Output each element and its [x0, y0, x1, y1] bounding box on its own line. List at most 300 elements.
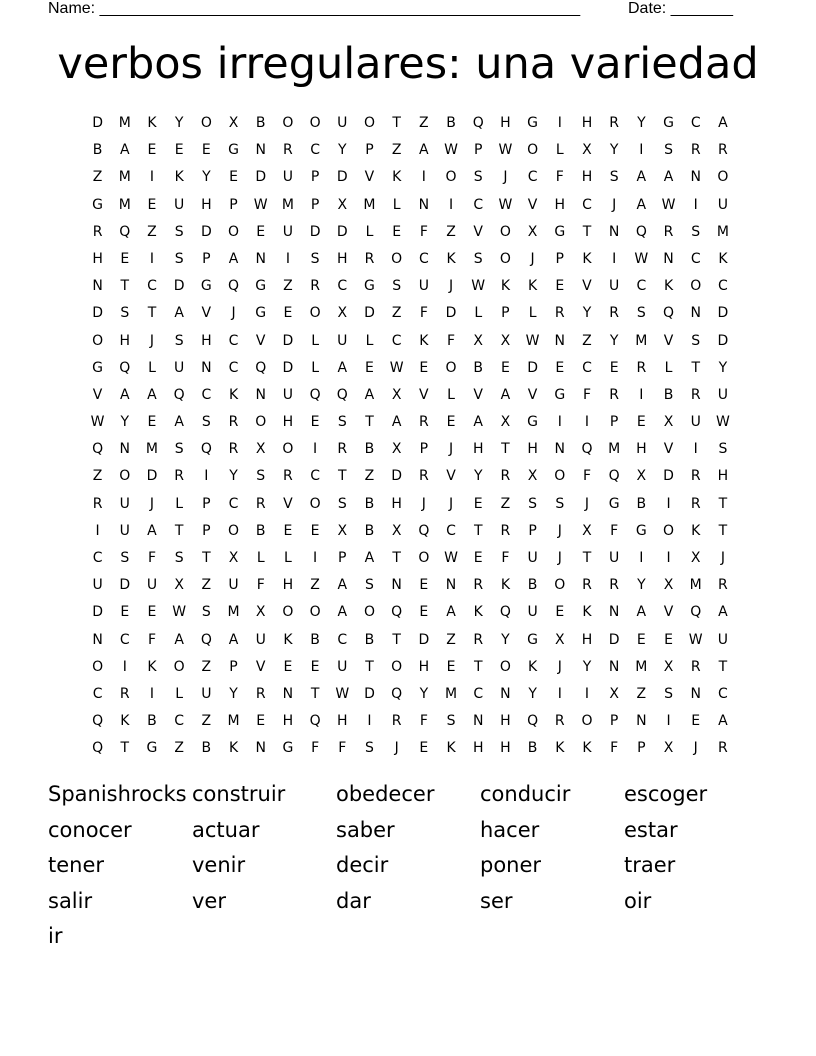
grid-letter: R: [500, 468, 511, 485]
grid-letter: O: [228, 223, 240, 240]
grid-letter: J: [421, 495, 426, 512]
word-list-item: Spanishrocks: [48, 782, 187, 806]
grid-letter: Z: [446, 631, 456, 648]
grid-letter: C: [92, 685, 103, 702]
grid-letter: D: [391, 468, 403, 485]
grid-letter: R: [582, 577, 592, 594]
grid-letter: P: [609, 414, 619, 431]
grid-letter: T: [392, 550, 401, 566]
grid-letter: L: [365, 223, 374, 240]
grid-letter: L: [311, 332, 319, 349]
grid-letter: D: [445, 305, 457, 322]
grid-letter: W: [389, 359, 404, 376]
grid-letter: P: [501, 305, 510, 322]
grid-letter: R: [690, 658, 701, 675]
grid-letter: F: [419, 713, 428, 730]
grid-letter: C: [337, 631, 348, 648]
grid-letter: U: [282, 386, 294, 403]
grid-letter: G: [255, 305, 267, 322]
grid-letter: X: [663, 740, 674, 757]
grid-letter: M: [689, 577, 702, 594]
grid-letter: O: [499, 223, 511, 240]
grid-letter: G: [146, 740, 158, 757]
grid-letter: Q: [663, 305, 675, 322]
grid-letter: P: [310, 169, 320, 186]
word-list-item: saber: [336, 817, 395, 842]
grid-letter: D: [309, 223, 321, 240]
grid-letter: E: [120, 604, 130, 621]
grid-letter: H: [418, 658, 430, 675]
grid-letter: R: [718, 740, 728, 757]
grid-letter: D: [92, 115, 103, 131]
grid-letter: S: [174, 223, 184, 240]
grid-letter: M: [145, 441, 159, 458]
grid-letter: A: [337, 577, 348, 594]
grid-letter: A: [473, 414, 483, 431]
grid-letter: P: [473, 142, 483, 159]
grid-row: [84, 110, 737, 137]
grid-letter: T: [202, 550, 211, 566]
grid-letter: V: [255, 658, 266, 675]
grid-letter: Q: [635, 223, 647, 240]
grid-letter: U: [609, 278, 620, 295]
grid-letter: L: [365, 332, 374, 349]
grid-letter: I: [693, 441, 698, 458]
grid-letter: Q: [472, 115, 484, 131]
grid-letter: U: [201, 685, 212, 702]
grid-letter: A: [174, 305, 184, 322]
grid-letter: N: [690, 305, 701, 322]
grid-letter: X: [690, 550, 701, 566]
grid-letter: B: [636, 495, 647, 512]
grid-letter: I: [639, 386, 644, 403]
grid-letter: R: [418, 468, 429, 485]
grid-letter: R: [391, 713, 402, 730]
grid-letter: J: [149, 495, 155, 512]
grid-letter: V: [419, 386, 429, 403]
grid-letter: I: [557, 115, 562, 131]
grid-letter: E: [691, 713, 701, 730]
word-list-item: venir: [192, 853, 246, 878]
grid-letter: B: [364, 631, 375, 648]
grid-letter: U: [527, 550, 538, 566]
grid-letter: C: [337, 278, 348, 295]
grid-letter: T: [120, 278, 130, 295]
grid-letter: D: [146, 468, 158, 485]
word-list-item: construir: [192, 782, 286, 806]
grid-letter: N: [554, 441, 566, 458]
word-list-item: obedecer: [336, 782, 435, 806]
grid-row: [84, 735, 737, 762]
grid-letter: R: [609, 577, 620, 594]
grid-letter: I: [421, 169, 426, 186]
grid-row: [84, 627, 737, 654]
grid-letter: Z: [92, 468, 103, 485]
grid-letter: T: [392, 631, 401, 648]
grid-letter: O: [554, 577, 566, 594]
grid-letter: Q: [309, 386, 321, 403]
grid-letter: Y: [120, 414, 130, 431]
grid-letter: F: [147, 550, 156, 566]
grid-letter: G: [554, 223, 566, 240]
grid-letter: K: [473, 604, 483, 621]
grid-letter: R: [119, 685, 130, 702]
grid-letter: T: [120, 740, 130, 757]
grid-letter: H: [201, 332, 212, 349]
grid-letter: A: [500, 386, 511, 403]
grid-letter: S: [446, 713, 456, 730]
grid-letter: O: [228, 522, 240, 539]
grid-letter: B: [147, 713, 157, 730]
grid-letter: Y: [609, 332, 619, 349]
grid-letter: T: [501, 441, 510, 458]
grid-letter: D: [717, 305, 729, 322]
grid-letter: P: [202, 522, 211, 539]
word-list-item: traer: [624, 853, 676, 878]
grid-letter: P: [229, 658, 238, 675]
grid-letter: U: [337, 332, 348, 349]
grid-letter: F: [447, 332, 456, 349]
word-list-item: actuar: [192, 817, 260, 842]
grid-letter: A: [636, 169, 647, 186]
grid-letter: U: [282, 223, 294, 240]
grid-letter: V: [473, 223, 483, 240]
grid-letter: N: [391, 577, 402, 594]
grid-letter: E: [256, 223, 266, 240]
grid-letter: D: [608, 631, 620, 648]
grid-letter: V: [283, 495, 293, 512]
grid-letter: R: [228, 441, 239, 458]
grid-row: [84, 273, 737, 300]
word-list-item: ir: [48, 924, 63, 949]
grid-letter: M: [281, 196, 294, 213]
grid-letter: D: [527, 359, 538, 376]
grid-letter: X: [663, 577, 674, 594]
grid-letter: S: [174, 332, 184, 349]
grid-letter: Z: [174, 740, 184, 757]
grid-letter: A: [337, 604, 348, 621]
grid-letter: R: [690, 386, 701, 403]
grid-letter: A: [419, 142, 429, 159]
grid-letter: X: [582, 142, 592, 159]
grid-letter: E: [419, 577, 429, 594]
grid-letter: N: [255, 386, 266, 403]
grid-letter: W: [498, 142, 513, 159]
grid-letter: W: [444, 550, 458, 566]
grid-letter: E: [446, 414, 456, 431]
grid-letter: J: [557, 550, 562, 566]
grid-letter: I: [149, 250, 155, 267]
grid-letter: A: [228, 631, 239, 648]
grid-letter: Z: [92, 169, 103, 186]
grid-letter: Q: [608, 468, 620, 485]
grid-letter: U: [119, 495, 130, 512]
grid-letter: G: [200, 278, 212, 295]
grid-letter: K: [582, 250, 592, 267]
grid-letter: A: [174, 414, 184, 431]
grid-letter: G: [92, 359, 104, 376]
grid-letter: I: [149, 169, 155, 186]
grid-letter: B: [364, 441, 375, 458]
grid-letter: V: [446, 468, 456, 485]
grid-row: [84, 300, 737, 327]
grid-letter: Q: [92, 713, 104, 730]
grid-letter: Y: [229, 468, 238, 485]
grid-letter: V: [527, 386, 538, 403]
grid-letter: T: [338, 468, 347, 485]
grid-letter: S: [337, 414, 347, 431]
grid-letter: Q: [690, 604, 702, 621]
grid-letter: V: [663, 441, 674, 458]
grid-letter: M: [227, 713, 240, 730]
grid-letter: B: [201, 740, 212, 757]
grid-letter: C: [310, 468, 320, 485]
grid-letter: G: [527, 115, 539, 131]
grid-letter: N: [282, 685, 294, 702]
grid-letter: I: [367, 713, 372, 730]
grid-letter: A: [391, 414, 402, 431]
grid-letter: N: [608, 223, 620, 240]
grid-letter: F: [147, 631, 156, 648]
grid-letter: Z: [364, 468, 375, 485]
grid-letter: P: [365, 142, 374, 159]
grid-letter: A: [147, 386, 157, 403]
grid-letter: E: [147, 604, 157, 621]
grid-letter: E: [419, 359, 429, 376]
grid-letter: W: [498, 196, 513, 213]
grid-letter: W: [253, 196, 268, 213]
grid-letter: U: [717, 386, 729, 403]
grid-letter: D: [200, 223, 212, 240]
grid-letter: X: [636, 468, 647, 485]
grid-letter: E: [229, 169, 238, 186]
grid-letter: E: [283, 305, 293, 322]
grid-letter: C: [147, 278, 157, 295]
grid-letter: P: [528, 522, 537, 539]
grid-letter: B: [364, 495, 375, 512]
grid-letter: A: [718, 713, 728, 730]
word-list-item: oir: [624, 888, 652, 913]
grid-letter: R: [364, 250, 375, 267]
grid-letter: X: [554, 631, 565, 648]
grid-letter: R: [663, 223, 674, 240]
grid-letter: K: [392, 169, 402, 186]
grid-letter: Z: [446, 223, 456, 240]
grid-letter: K: [528, 658, 538, 675]
grid-letter: K: [555, 740, 565, 757]
grid-letter: A: [636, 196, 647, 213]
grid-letter: H: [391, 495, 402, 512]
grid-letter: I: [95, 522, 100, 539]
grid-letter: M: [118, 115, 131, 131]
grid-letter: Z: [201, 713, 212, 730]
grid-letter: P: [609, 713, 619, 730]
grid-letter: W: [634, 250, 649, 267]
grid-letter: Q: [499, 604, 511, 621]
grid-letter: R: [609, 386, 620, 403]
grid-letter: A: [147, 522, 157, 539]
grid-letter: L: [528, 305, 537, 322]
grid-letter: O: [527, 142, 539, 159]
grid-letter: N: [119, 441, 131, 458]
grid-letter: R: [310, 278, 320, 295]
grid-letter: E: [174, 142, 184, 159]
grid-letter: V: [663, 604, 674, 621]
grid-letter: R: [690, 468, 701, 485]
grid-letter: I: [666, 550, 671, 566]
grid-letter: Z: [391, 142, 402, 159]
grid-letter: U: [255, 631, 266, 648]
grid-letter: L: [148, 359, 156, 376]
grid-letter: G: [608, 495, 620, 512]
grid-letter: X: [527, 223, 538, 240]
grid-letter: U: [174, 196, 185, 213]
grid-letter: G: [663, 115, 674, 131]
grid-letter: D: [336, 223, 348, 240]
grid-row: [84, 192, 737, 219]
grid-letter: S: [473, 169, 483, 186]
word-list-item: hacer: [480, 817, 540, 842]
grid-letter: Y: [609, 142, 619, 159]
grid-letter: L: [664, 359, 673, 376]
grid-letter: S: [555, 495, 565, 512]
grid-letter: O: [717, 169, 729, 186]
grid-letter: R: [174, 468, 185, 485]
grid-letter: C: [201, 386, 212, 403]
grid-letter: E: [147, 196, 157, 213]
grid-letter: U: [92, 577, 103, 594]
grid-letter: Z: [310, 577, 320, 594]
grid-letter: P: [555, 250, 564, 267]
grid-letter: R: [690, 142, 701, 159]
grid-letter: O: [445, 169, 457, 186]
grid-letter: C: [527, 169, 538, 186]
grid-letter: F: [311, 740, 320, 757]
grid-letter: Q: [228, 278, 240, 295]
grid-letter: C: [582, 196, 592, 213]
grid-letter: A: [364, 550, 375, 566]
grid-letter: U: [609, 550, 620, 566]
grid-letter: R: [283, 468, 293, 485]
grid-letter: D: [717, 332, 729, 349]
grid-letter: N: [92, 631, 103, 648]
grid-letter: S: [174, 550, 184, 566]
grid-letter: O: [282, 115, 294, 131]
grid-letter: Y: [528, 685, 537, 702]
word-list-item: estar: [624, 817, 678, 842]
grid-letter: E: [310, 658, 320, 675]
grid-letter: P: [202, 250, 211, 267]
grid-letter: W: [688, 631, 703, 648]
grid-letter: X: [500, 332, 511, 349]
grid-letter: C: [119, 631, 130, 648]
grid-letter: S: [664, 142, 673, 159]
grid-letter: H: [581, 169, 593, 186]
grid-letter: U: [119, 522, 130, 539]
grid-letter: Z: [147, 223, 157, 240]
grid-letter: O: [581, 713, 593, 730]
grid-letter: C: [446, 522, 456, 539]
grid-letter: Z: [582, 332, 592, 349]
grid-letter: M: [716, 223, 729, 240]
grid-letter: N: [92, 278, 103, 295]
grid-letter: H: [717, 468, 729, 485]
grid-letter: O: [363, 115, 375, 131]
grid-letter: J: [720, 550, 725, 566]
grid-letter: M: [635, 332, 648, 349]
grid-letter: D: [119, 577, 131, 594]
grid-letter: H: [282, 713, 294, 730]
grid-letter: O: [391, 658, 403, 675]
grid-letter: K: [120, 713, 130, 730]
grid-letter: Q: [119, 223, 131, 240]
grid-letter: E: [365, 359, 374, 376]
grid-letter: K: [228, 740, 239, 757]
grid-letter: T: [718, 495, 728, 512]
grid-letter: Y: [582, 305, 592, 322]
grid-letter: G: [635, 522, 647, 539]
grid-letter: P: [419, 441, 429, 458]
grid-letter: I: [612, 250, 617, 267]
grid-letter: P: [338, 550, 347, 566]
grid-row: [84, 382, 737, 409]
grid-letter: S: [310, 250, 320, 267]
grid-row: [84, 463, 737, 490]
grid-letter: J: [530, 250, 535, 267]
grid-letter: I: [285, 250, 290, 267]
grid-letter: F: [501, 550, 510, 566]
grid-letter: H: [282, 414, 294, 431]
grid-letter: X: [663, 658, 674, 675]
grid-letter: H: [282, 577, 294, 594]
grid-letter: H: [201, 196, 212, 213]
grid-letter: I: [584, 685, 590, 702]
name-field-label: Name: ______________________________________________________: [48, 0, 581, 17]
word-list-item: conducir: [480, 782, 571, 806]
grid-letter: D: [282, 359, 294, 376]
grid-letter: E: [120, 250, 130, 267]
grid-row: [84, 355, 737, 382]
grid-letter: T: [473, 658, 483, 675]
grid-letter: Z: [636, 685, 647, 702]
grid-letter: K: [663, 278, 674, 295]
word-list-item: salir: [48, 888, 93, 913]
grid-letter: R: [690, 495, 701, 512]
grid-letter: I: [666, 713, 671, 730]
grid-letter: R: [337, 441, 348, 458]
word-list-item: poner: [480, 853, 542, 878]
grid-letter: Z: [283, 278, 293, 295]
grid-letter: X: [337, 196, 348, 213]
grid-letter: L: [175, 685, 184, 702]
grid-letter: R: [636, 359, 647, 376]
grid-letter: R: [609, 305, 620, 322]
grid-letter: S: [528, 495, 538, 512]
grid-letter: O: [173, 658, 185, 675]
grid-letter: O: [200, 115, 212, 131]
grid-letter: O: [445, 359, 457, 376]
grid-letter: C: [690, 250, 701, 267]
grid-letter: P: [310, 196, 320, 213]
grid-letter: I: [122, 658, 127, 675]
grid-letter: E: [609, 359, 619, 376]
grid-letter: E: [500, 359, 510, 376]
grid-letter: G: [282, 740, 294, 757]
grid-letter: R: [283, 142, 293, 159]
grid-letter: R: [255, 685, 266, 702]
grid-letter: L: [392, 196, 401, 213]
grid-letter: W: [172, 604, 187, 621]
